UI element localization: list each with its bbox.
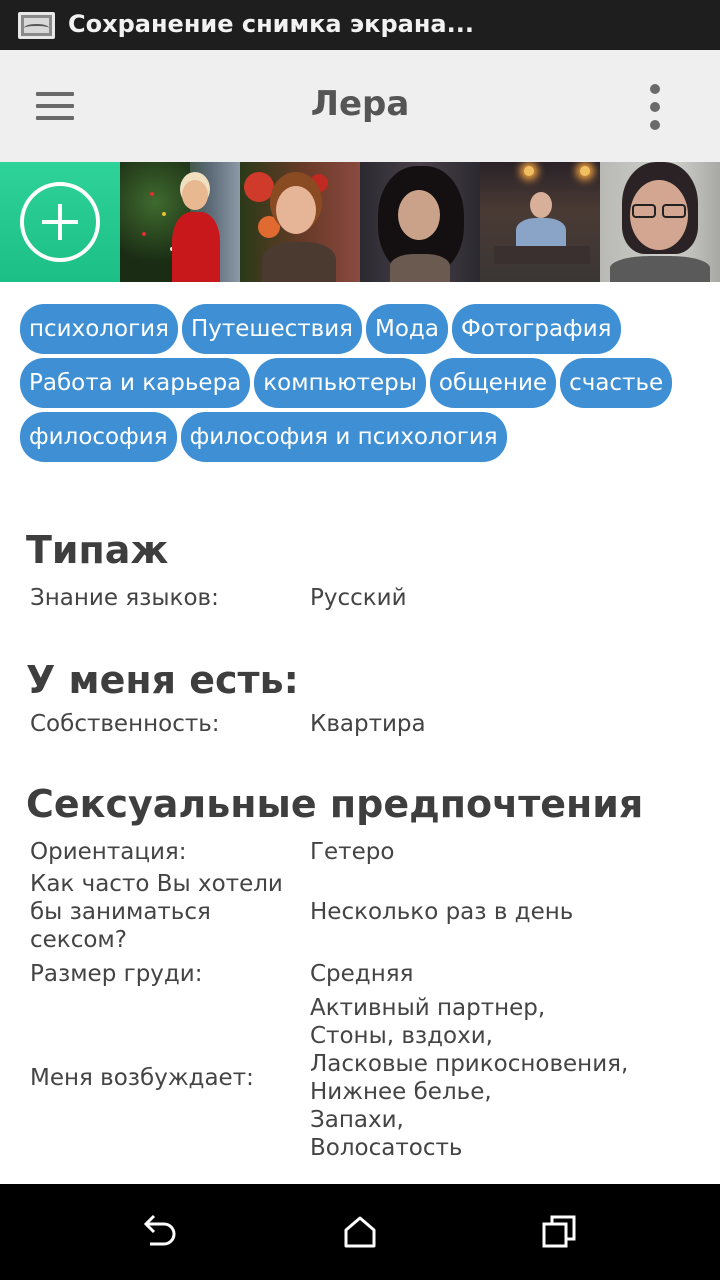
field-value: Средняя xyxy=(310,961,414,987)
photo-thumbnail-2[interactable] xyxy=(240,162,360,282)
interests-tags xyxy=(20,304,710,466)
field-label: Ориентация: xyxy=(30,839,187,865)
field-label: Собственность: xyxy=(30,711,220,737)
interest-tag[interactable]: Работа и карьера xyxy=(20,358,250,408)
interest-tag[interactable]: счастье xyxy=(560,358,672,408)
field-label: Размер груди: xyxy=(30,961,203,987)
section-title-have: У меня есть: xyxy=(26,658,299,702)
section-title-tipazh: Типаж xyxy=(26,528,169,572)
photo-thumbnail-5[interactable] xyxy=(600,162,720,282)
profile-content xyxy=(0,282,720,1182)
back-icon[interactable] xyxy=(140,1212,180,1252)
photo-strip xyxy=(0,162,720,282)
field-label: Как часто Вы хотели бы заниматься сексом? xyxy=(30,871,283,953)
more-vert-icon[interactable] xyxy=(640,84,670,130)
field-label: Меня возбуждает: xyxy=(30,1065,254,1091)
photo-thumbnail-1[interactable] xyxy=(120,162,240,282)
interest-tag[interactable]: философия и психология xyxy=(181,412,507,462)
interest-tag[interactable]: Путешествия xyxy=(182,304,362,354)
status-bar xyxy=(0,0,720,50)
field-value: Русский xyxy=(310,585,407,611)
tags-row-3 xyxy=(20,412,710,462)
photo-thumbnail-4[interactable] xyxy=(480,162,600,282)
photo-thumbnail-3[interactable] xyxy=(360,162,480,282)
field-value: Гетеро xyxy=(310,839,395,865)
screenshot-icon xyxy=(18,12,55,39)
interest-tag[interactable]: философия xyxy=(20,412,177,462)
add-circle-icon xyxy=(20,182,100,262)
section-title-sexual-preferences: Сексуальные предпочтения xyxy=(26,782,644,826)
interest-tag[interactable]: Мода xyxy=(366,304,448,354)
page-title: Лера xyxy=(310,84,410,124)
interest-tag[interactable]: психология xyxy=(20,304,178,354)
status-notification-text: Сохранение снимка экрана... xyxy=(68,10,474,38)
field-label: Знание языков: xyxy=(30,585,219,611)
system-nav-bar xyxy=(0,1184,720,1280)
interest-tag[interactable]: компьютеры xyxy=(254,358,426,408)
tags-row-1 xyxy=(20,304,710,354)
interest-tag[interactable]: Фотография xyxy=(452,304,621,354)
recents-icon[interactable] xyxy=(540,1212,580,1252)
field-value: Квартира xyxy=(310,711,426,737)
tags-row-2 xyxy=(20,358,710,408)
add-photo-button[interactable] xyxy=(0,162,120,282)
app-toolbar xyxy=(0,50,720,162)
field-value: Активный партнер, Стоны, вздохи, Ласковые прикосновения, Нижнее белье, Запахи, Волосатость xyxy=(310,995,629,1161)
interest-tag[interactable]: общение xyxy=(430,358,556,408)
home-icon[interactable] xyxy=(340,1212,380,1252)
field-value: Несколько раз в день xyxy=(310,899,574,925)
